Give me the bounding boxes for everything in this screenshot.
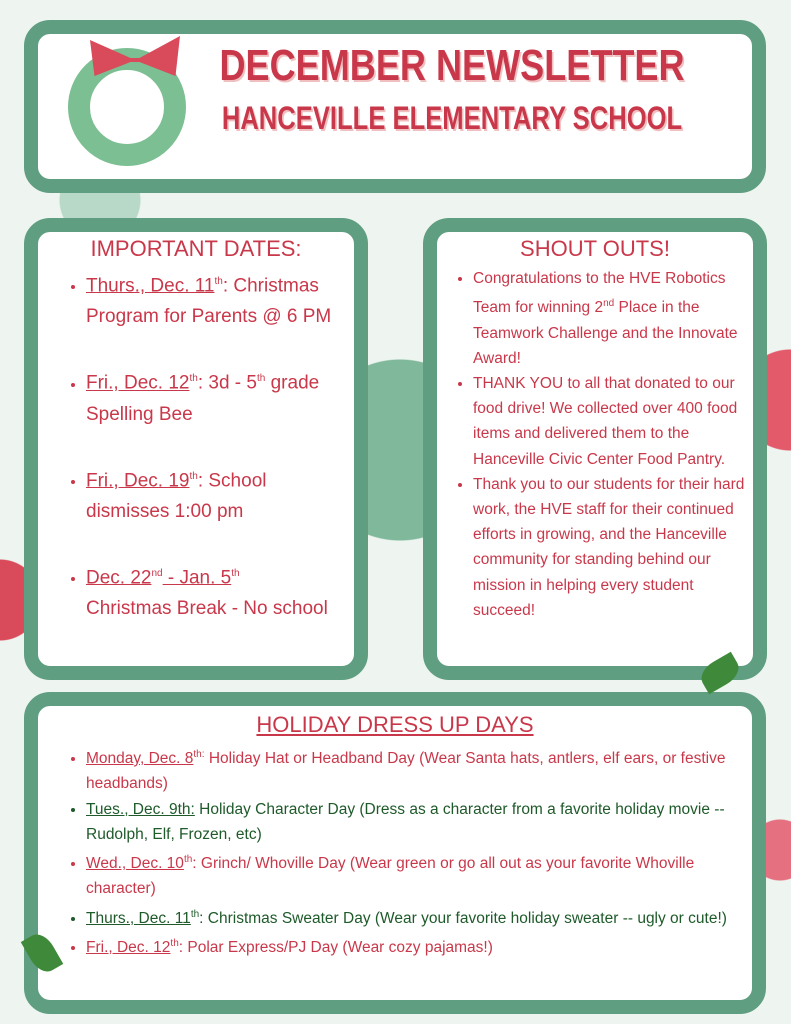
date: Tues., Dec. 9th: — [86, 800, 195, 818]
date-item — [86, 363, 354, 429]
desc: Christmas Break - No school — [86, 598, 328, 620]
desc: : Grinch/ Whoville Day (Wear green or go all out as your favorite Whoville character) — [86, 855, 695, 898]
shout-outs-panel — [423, 218, 767, 680]
text: Place in the Teamwork Challenge and the Innovate Award! — [473, 299, 738, 367]
desc: : School dismisses 1:00 pm — [86, 469, 267, 522]
important-dates-title: IMPORTANT DATES: — [90, 236, 302, 261]
desc: : Christmas Sweater Day (Wear your favorite holiday sweater -- ugly or cute!) — [199, 909, 727, 927]
date: Thurs., Dec. 11 — [86, 275, 215, 297]
school-name: HANCEVILLE ELEMENTARY SCHOOL — [221, 100, 683, 136]
date-item — [86, 461, 354, 527]
sup: th — [256, 373, 266, 385]
sup: th — [190, 908, 200, 920]
newsletter-title: DECEMBER NEWSLETTER — [219, 41, 685, 90]
sup: nd — [151, 567, 163, 579]
date: Dec. 22 — [86, 567, 152, 589]
desc: Holiday Hat or Headband Day (Wear Santa hats, antlers, elf ears, or festive headbands) — [86, 750, 726, 793]
date-item — [86, 558, 354, 624]
shout-item — [473, 266, 747, 371]
desc: : Polar Express/PJ Day (Wear cozy pajamas!) — [178, 939, 493, 957]
dress-item — [86, 847, 752, 902]
date: Fri., Dec. 19 — [86, 469, 190, 491]
dress-item — [86, 797, 752, 847]
dress-item — [86, 742, 752, 797]
dress-item — [86, 931, 752, 960]
shout-outs-title: SHOUT OUTS! — [520, 236, 670, 261]
text: Congratulations to the HVE Robotics Team for winning 2 — [473, 270, 726, 317]
desc: : 3d - 5 — [197, 372, 257, 394]
date: Fri., Dec. 12 — [86, 939, 171, 957]
date: Monday, Dec. 8 — [86, 750, 194, 768]
date-item — [86, 266, 354, 332]
desc: grade Spelling Bee — [86, 372, 320, 425]
sup: th — [214, 276, 223, 287]
desc: Holiday Character Day (Dress as a character from a favorite holiday movie -- Rudolph, Elf, Frozen, etc) — [86, 800, 725, 843]
important-dates-panel — [24, 218, 368, 680]
date: Fri., Dec. 12 — [86, 372, 190, 394]
sup: th — [170, 937, 179, 949]
shout-item: • THANK YOU to all that donated to our food drive! We collected over 400 food items and delivered them to the Hanceville Civic Center Food Pantry. — [473, 371, 747, 472]
dress-up-title: HOLIDAY DRESS UP DAYS — [256, 712, 534, 737]
sup: th — [231, 567, 240, 579]
date: - Jan. 5 — [162, 567, 232, 589]
sup: th — [189, 470, 198, 482]
shout-item: • Thank you to our students for their hard work, the HVE staff for their continued efforts in growing, and the Hanceville community for standing behind our mission in helping every student succeed! — [473, 472, 747, 623]
desc: : Christmas Program for Parents @ 6 PM — [86, 275, 332, 328]
date: Thurs., Dec. 11 — [86, 909, 191, 927]
dress-item — [86, 902, 752, 931]
sup: th — [189, 373, 198, 385]
sup: th — [183, 853, 193, 865]
sup: nd — [603, 298, 615, 310]
dress-up-panel — [24, 692, 766, 1014]
sup: th: — [193, 749, 205, 760]
date: Wed., Dec. 10 — [86, 855, 184, 873]
